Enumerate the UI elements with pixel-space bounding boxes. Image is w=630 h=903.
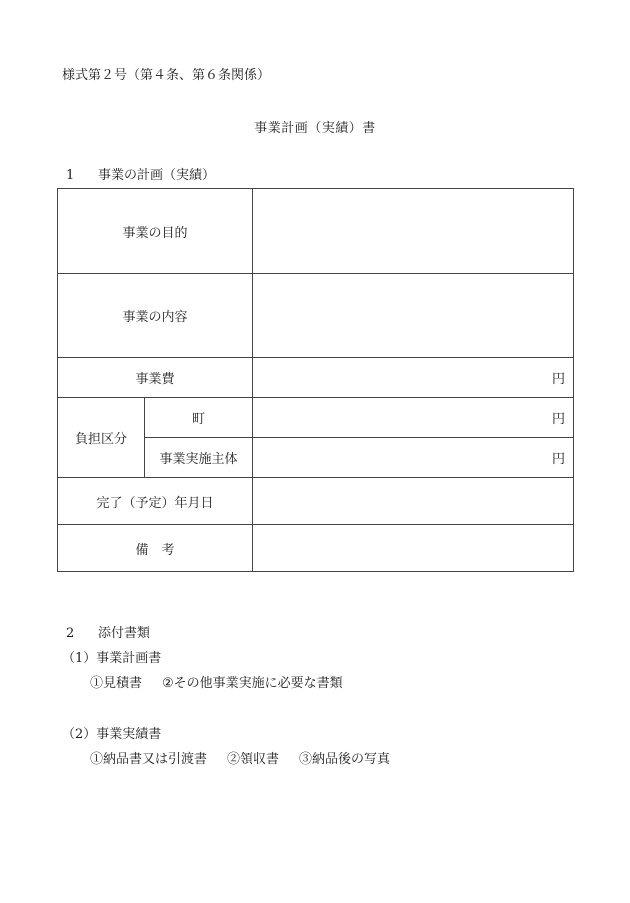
completion-label: 完了（予定）年月日	[58, 478, 253, 525]
section1-number: 1	[66, 168, 75, 183]
table-row-content	[58, 274, 574, 358]
section2-number: 2	[66, 626, 75, 641]
table-row-completion	[58, 478, 574, 525]
form-number: 様式第２号（第４条、第６条関係）	[62, 68, 271, 83]
attachment-doc-item: ①見積書	[90, 676, 143, 691]
attachment-doc-item: ②その他事業実施に必要な書類	[162, 676, 343, 691]
attachment-group-result-heading: （2）事業実績書	[62, 727, 162, 742]
section1-title: 事業の計画（実績）	[98, 168, 216, 183]
purpose-label: 事業の目的	[58, 189, 253, 274]
section1-heading	[66, 164, 215, 183]
content-label: 事業の内容	[58, 274, 253, 358]
cost-value-cell[interactable]	[253, 358, 574, 398]
cost-yen-unit: 円	[552, 372, 566, 387]
attachment-doc-item: ③納品後の写真	[299, 752, 391, 767]
plan-table	[57, 188, 574, 572]
table-row-purpose	[58, 189, 574, 274]
purpose-value-cell[interactable]	[253, 189, 574, 274]
town-yen-unit: 円	[552, 412, 566, 427]
completion-value-cell[interactable]	[253, 478, 574, 525]
cost-label: 事業費	[58, 358, 253, 398]
content-value-cell[interactable]	[253, 274, 574, 358]
entity-value-cell[interactable]	[253, 438, 574, 478]
document-title: 事業計画（実績）書	[254, 121, 376, 136]
attachment-group-plan-heading: （1）事業計画書	[62, 651, 162, 666]
town-value-cell[interactable]	[253, 398, 574, 438]
attachment-group-plan-docs	[90, 672, 343, 691]
burden-label: 負担区分	[58, 398, 145, 478]
attachment-doc-item: ①納品書又は引渡書	[90, 752, 208, 767]
entity-yen-unit: 円	[552, 452, 566, 467]
section2-title: 添付書類	[98, 626, 151, 641]
table-row-remarks	[58, 525, 574, 572]
remarks-value-cell[interactable]	[253, 525, 574, 572]
attachment-doc-item: ②領収書	[227, 752, 280, 767]
entity-label: 事業実施主体	[145, 438, 253, 478]
section2-heading	[66, 622, 150, 641]
table-row-cost	[58, 358, 574, 398]
remarks-label: 備 考	[58, 525, 253, 572]
town-label: 町	[145, 398, 253, 438]
attachment-group-result-docs	[90, 748, 390, 767]
table-row-town	[58, 398, 574, 438]
